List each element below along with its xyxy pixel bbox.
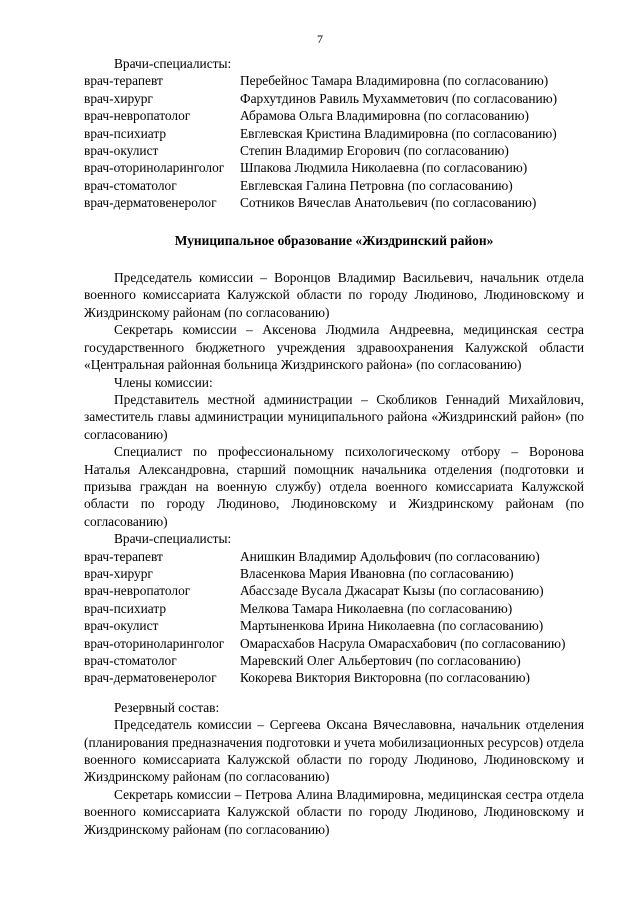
doctor-name: Абассзаде Вусала Джасарат Кызы (по согласованию) <box>240 583 544 599</box>
secretary-paragraph: Секретарь комиссии – Аксенова Людмила Андреевна, медицинская сестра государственного бюджетного учреждения здравоохранения Калужской области «Центральная районная больница Жиздринского района» (по согласованию) <box>84 322 584 373</box>
doctor-row <box>84 90 584 107</box>
doctor-row <box>84 177 584 194</box>
doctor-role: врач-дерматовенеролог <box>84 195 217 211</box>
doctor-role: врач-окулист <box>84 143 159 159</box>
doctor-name: Сотников Вячеслав Анатольевич (по согласованию) <box>240 195 537 211</box>
doctors-label: Врачи-специалисты: <box>114 531 232 547</box>
chairman-paragraph: Председатель комиссии – Воронцов Владимир Васильевич, начальник отдела военного комиссариата Калужской области по городу Людиново, Людиновскому и Жиздринскому районам (по согласованию) <box>84 270 584 320</box>
doctor-name: Омарасхабов Насрула Омарасхабович (по согласованию) <box>240 635 566 651</box>
doctor-role: врач-дерматовенеролог <box>84 670 217 686</box>
doctor-row <box>84 194 584 211</box>
doctor-name: Абрамова Ольга Владимировна (по согласованию) <box>240 108 529 124</box>
doctor-row <box>84 617 584 634</box>
doctors-list <box>84 548 584 687</box>
doctor-name: Шпакова Людмила Николаевна (по согласованию) <box>240 160 528 176</box>
member-admin-paragraph: Представитель местной администрации – Скобликов Геннадий Михайлович, заместитель главы администрации муниципального района «Жиздринский район» (по согласованию) <box>84 391 584 442</box>
doctor-role: врач-стоматолог <box>84 177 177 193</box>
doctor-role: врач-психиатр <box>84 600 167 616</box>
doctor-name: Фархутдинов Равиль Мухамметович (по согласованию) <box>240 90 558 106</box>
doctor-role: врач-оториноларинголог <box>84 160 225 176</box>
doctor-role: врач-стоматолог <box>84 653 177 668</box>
doctor-name: Мелкова Тамара Николаевна (по согласованию) <box>240 600 513 616</box>
doctor-row <box>84 600 584 617</box>
doctor-name: Мартыненкова Ирина Николаевна (по согласованию) <box>240 618 544 634</box>
doctor-row <box>84 159 584 176</box>
document-body <box>84 55 584 838</box>
doctor-row <box>84 548 584 565</box>
doctor-row <box>84 652 584 669</box>
member-psych-paragraph: Специалист по профессиональному психологическому отбору – Воронова Наталья Александровна, старший помощник начальника отделения (подготовки и призыва граждан на военную службу) отдела военного комиссариата Калужской области по городу Людиново, Людиновскому и Жиздринскому районам (по согласованию) <box>84 444 584 529</box>
doctor-name: Маревский Олег Альбертович (по согласованию) <box>240 653 521 668</box>
section-heading: Муниципальное образование «Жиздринский район» <box>174 232 494 248</box>
doctors-label: Врачи-специалисты: <box>114 56 232 71</box>
doctor-name: Кокорева Виктория Викторовна (по согласованию) <box>240 670 530 686</box>
doctor-role: врач-хирург <box>84 565 153 581</box>
doctor-name: Евглевская Галина Петровна (по согласованию) <box>240 177 513 193</box>
doctors-list <box>84 72 584 211</box>
doctor-role: врач-терапевт <box>84 548 163 564</box>
doctor-role: врач-оториноларинголог <box>84 635 225 651</box>
reserve-secretary-paragraph: Секретарь комиссии – Петрова Алина Владимировна, медицинская сестра отдела военного комиссариата Калужской области по городу Людиново, Людиновскому и Жиздринскому районам (по согласованию) <box>84 786 584 837</box>
spacer <box>84 687 584 699</box>
doctor-role: врач-невропатолог <box>84 108 191 124</box>
doctor-role: врач-окулист <box>84 618 159 634</box>
page-number: 7 <box>317 32 323 46</box>
doctor-row <box>84 142 584 159</box>
doctor-role: врач-терапевт <box>84 73 163 89</box>
doctor-role: врач-хирург <box>84 90 153 106</box>
doctor-role: врач-невропатолог <box>84 583 191 599</box>
doctor-name: Власенкова Мария Ивановна (по согласованию) <box>240 565 514 581</box>
doctor-row <box>84 107 584 124</box>
doctor-name: Анишкин Владимир Адольфович (по согласованию) <box>240 548 540 564</box>
doctor-row <box>84 565 584 582</box>
members-label: Члены комиссии: <box>114 374 213 390</box>
doctor-row <box>84 582 584 599</box>
doctor-name: Перебейнос Тамара Владимировна (по согласованию) <box>240 73 549 89</box>
doctor-name: Евглевская Кристина Владимировна (по согласованию) <box>240 125 557 141</box>
doctor-role: врач-психиатр <box>84 125 167 141</box>
doctor-row <box>84 72 584 89</box>
doctor-row <box>84 669 584 686</box>
doctor-name: Степин Владимир Егорович (по согласованию) <box>240 143 509 159</box>
reserve-label: Резервный состав: <box>114 699 220 715</box>
doctor-row <box>84 635 584 652</box>
reserve-chairman-paragraph: Председатель комиссии – Сергеева Оксана Вячеславовна, начальник отделения (планирования предназначения подготовки и учета мобилизационных ресурсов) отдела военного комиссариата Калужской области по городу Людиново, Людиновскому и Жиздринскому районам (по согласованию) <box>84 717 584 785</box>
doctor-row <box>84 125 584 142</box>
